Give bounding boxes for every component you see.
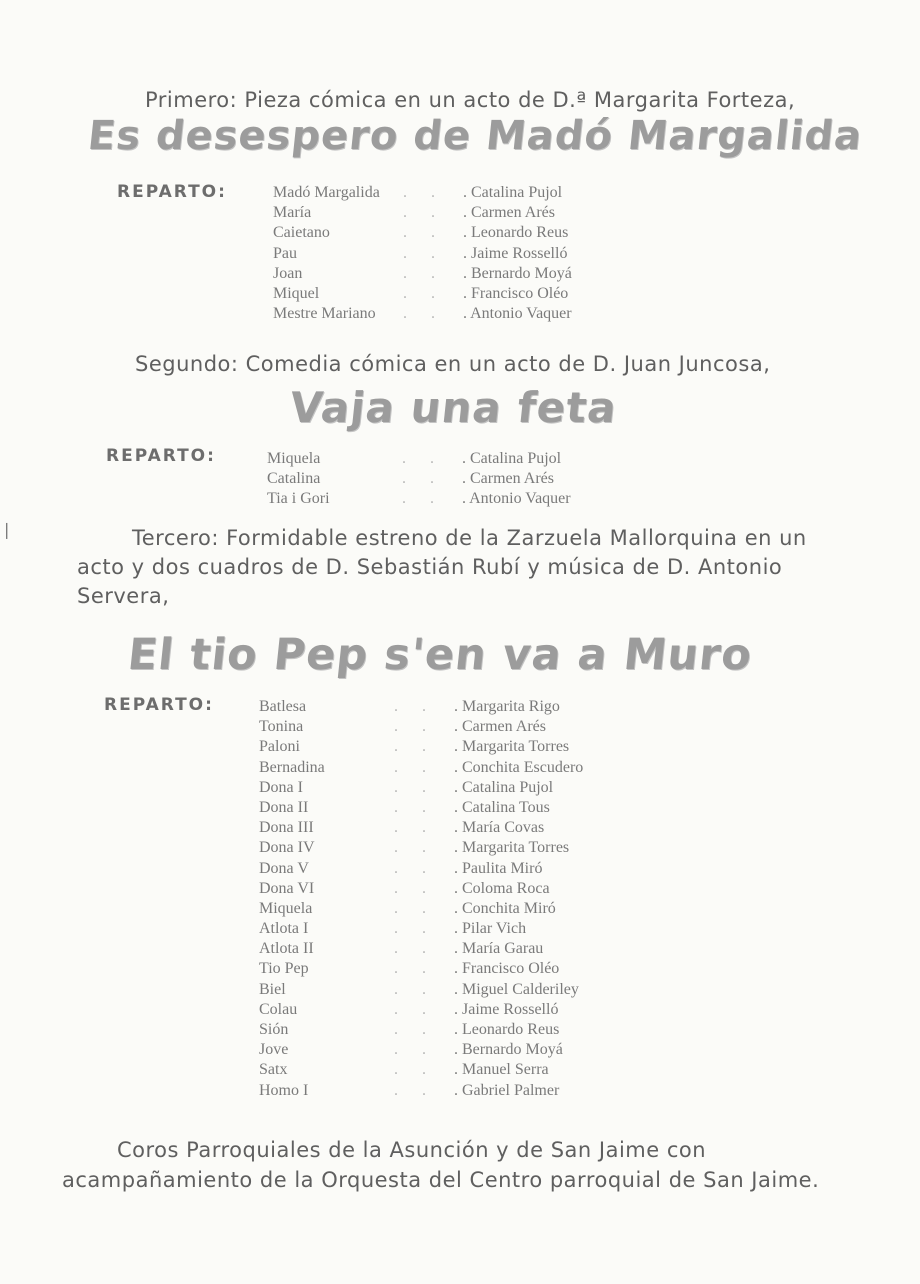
cast-actor: . Conchita Escudero (454, 759, 583, 777)
leader-dots: . . (394, 899, 436, 917)
cast-row (259, 819, 639, 839)
cast-actor: . Conchita Miró (454, 900, 556, 918)
cast-role: Atlota I (259, 920, 309, 938)
leader-dots: . . (394, 758, 436, 776)
leader-dots: . . (394, 859, 436, 877)
tercero-title: El tio Pep s'en va a Muro (125, 630, 755, 680)
leader-dots: . . (394, 738, 436, 756)
closing-text: Coros Parroquiales de la Asunción y de San Jaime con acampañamiento de la Orquesta del Centro parroquial de San Jaime. (62, 1138, 820, 1192)
cast-actor: . Bernardo Moyá (463, 265, 572, 283)
cast-role: Sión (259, 1021, 289, 1038)
cast-role: Tia i Gori (267, 490, 330, 508)
cast-row (273, 285, 633, 305)
cast-actor: . Gabriel Palmer (454, 1082, 559, 1100)
cast-role: Dona VI (259, 879, 315, 897)
cast-row (259, 1001, 639, 1021)
cast-row (267, 450, 627, 470)
cast-role: María (273, 204, 312, 222)
cast-role: Jove (259, 1041, 289, 1059)
cast-row (259, 880, 639, 900)
cast-row (259, 900, 639, 920)
cast-actor: . Margarita Torres (454, 839, 569, 857)
leader-dots: . . (403, 204, 445, 222)
cast-row (259, 920, 639, 940)
cast-actor: . Jaime Rosselló (454, 1001, 558, 1019)
leader-dots: . . (403, 264, 445, 282)
cast-role: Colau (259, 1000, 298, 1018)
primero-reparto-label: REPARTO: (117, 182, 227, 202)
cast-actor: . Antonio Vaquer (462, 490, 571, 508)
leader-dots: . . (403, 305, 445, 323)
leader-dots: . . (394, 960, 436, 978)
cast-row (259, 738, 639, 758)
cast-row (267, 470, 627, 490)
cast-role: Biel (259, 980, 286, 998)
cast-row (259, 1041, 639, 1061)
cast-actor: . Catalina Pujol (463, 184, 562, 202)
cast-row (259, 759, 639, 779)
cast-row (259, 981, 639, 1001)
cast-actor: . Margarita Torres (454, 738, 569, 756)
cast-role: Dona III (259, 819, 314, 837)
cast-actor: . Bernardo Moyá (454, 1041, 563, 1059)
cast-row (259, 1061, 639, 1081)
cast-role: Miquela (259, 899, 313, 917)
leader-dots: . . (394, 778, 436, 796)
cast-actor: . Carmen Arés (454, 718, 546, 736)
leader-dots: . . (402, 470, 444, 488)
leader-dots: . . (403, 224, 445, 242)
cast-role: Batlesa (259, 698, 307, 715)
segundo-reparto-label: REPARTO: (106, 446, 216, 466)
segundo-cast-list (267, 450, 627, 511)
cast-role: Dona I (259, 778, 303, 796)
cast-row (273, 184, 633, 204)
cast-actor: . Catalina Pujol (454, 779, 553, 797)
primero-intro: Primero: Pieza cómica en un acto de D.ª Margarita Forteza, (145, 88, 796, 112)
segundo-intro: Segundo: Comedia cómica en un acto de D. Juan Juncosa, (135, 352, 771, 376)
cast-role: Joan (273, 264, 303, 282)
cast-role: Miquel (273, 284, 320, 302)
cast-actor: . Carmen Arés (463, 204, 555, 222)
leader-dots: . . (394, 879, 436, 897)
cast-actor: . Catalina Pujol (462, 450, 561, 468)
leader-dots: . . (403, 184, 445, 201)
cast-actor: . Manuel Serra (454, 1061, 549, 1079)
cast-role: Tio Pep (259, 960, 309, 978)
leader-dots: . . (403, 244, 445, 262)
cast-actor: . Pilar Vich (454, 920, 526, 938)
leader-dots: . . (394, 819, 436, 837)
cast-row (259, 839, 639, 859)
cast-row (267, 490, 627, 510)
cast-role: Bernadina (259, 758, 325, 776)
cast-role: Catalina (267, 470, 321, 488)
cast-role: Dona IV (259, 839, 315, 857)
cast-role: Dona V (259, 859, 309, 877)
cast-actor: . Leonardo Reus (463, 224, 568, 242)
cast-row (259, 860, 639, 880)
leader-dots: . . (394, 1061, 436, 1079)
leader-dots: . . (403, 284, 445, 302)
cast-actor: . Coloma Roca (454, 880, 550, 898)
leader-dots: . . (402, 490, 444, 508)
cast-actor: . Jaime Rosselló (463, 245, 567, 263)
cast-actor: . María Covas (454, 819, 544, 837)
cast-role: Atlota II (259, 940, 314, 958)
cast-row (259, 718, 639, 738)
cast-actor: . Francisco Oléo (454, 960, 559, 978)
cast-role: Tonina (259, 718, 304, 736)
cast-row (259, 940, 639, 960)
leader-dots: . . (394, 1041, 436, 1059)
segundo-title: Vaja una feta (287, 383, 620, 432)
primero-cast-list (273, 184, 633, 325)
leader-dots: . . (394, 1000, 436, 1018)
cast-actor: . Antonio Vaquer (463, 305, 572, 323)
cast-row (259, 698, 639, 718)
leader-dots: . . (394, 698, 436, 715)
cast-row (273, 204, 633, 224)
tercero-cast-list (259, 698, 639, 1102)
leader-dots: . . (402, 450, 444, 467)
leader-dots: . . (394, 1081, 436, 1099)
leader-dots: . . (394, 920, 436, 938)
cast-actor: . María Garau (454, 940, 543, 958)
cast-role: Miquela (267, 450, 321, 467)
cast-actor: . Francisco Oléo (463, 285, 568, 303)
leader-dots: . . (394, 798, 436, 816)
leader-dots: . . (394, 980, 436, 998)
cast-row (273, 305, 633, 325)
cast-role: Homo I (259, 1081, 309, 1099)
edge-mark: ❘ (0, 520, 14, 539)
leader-dots: . . (394, 1021, 436, 1038)
cast-role: Paloni (259, 738, 300, 756)
cast-role: Dona II (259, 798, 309, 816)
leader-dots: . . (394, 718, 436, 736)
cast-role: Satx (259, 1061, 288, 1079)
cast-row (259, 799, 639, 819)
cast-role: Madó Margalida (273, 184, 380, 201)
cast-row (259, 1021, 639, 1041)
cast-actor: . Carmen Arés (462, 470, 554, 488)
cast-row (259, 1082, 639, 1102)
cast-row (259, 960, 639, 980)
cast-role: Caietano (273, 224, 330, 242)
cast-actor: . Miguel Calderiley (454, 981, 579, 999)
leader-dots: . . (394, 940, 436, 958)
cast-row (273, 224, 633, 244)
cast-actor: . Margarita Rigo (454, 698, 560, 716)
cast-actor: . Catalina Tous (454, 799, 550, 817)
cast-actor: . Paulita Miró (454, 860, 542, 878)
cast-row (273, 245, 633, 265)
cast-row (259, 779, 639, 799)
tercero-intro: Tercero: Formidable estreno de la Zarzuela Mallorquina en un acto y dos cuadros de D. Sebastián Rubí y música de D. Antonio Servera, (77, 526, 807, 608)
cast-role: Mestre Mariano (273, 305, 376, 323)
cast-row (273, 265, 633, 285)
cast-actor: . Leonardo Reus (454, 1021, 559, 1039)
leader-dots: . . (394, 839, 436, 857)
cast-role: Pau (273, 244, 297, 262)
tercero-reparto-label: REPARTO: (104, 695, 214, 715)
primero-title: Es desespero de Madó Margalida (85, 113, 865, 159)
